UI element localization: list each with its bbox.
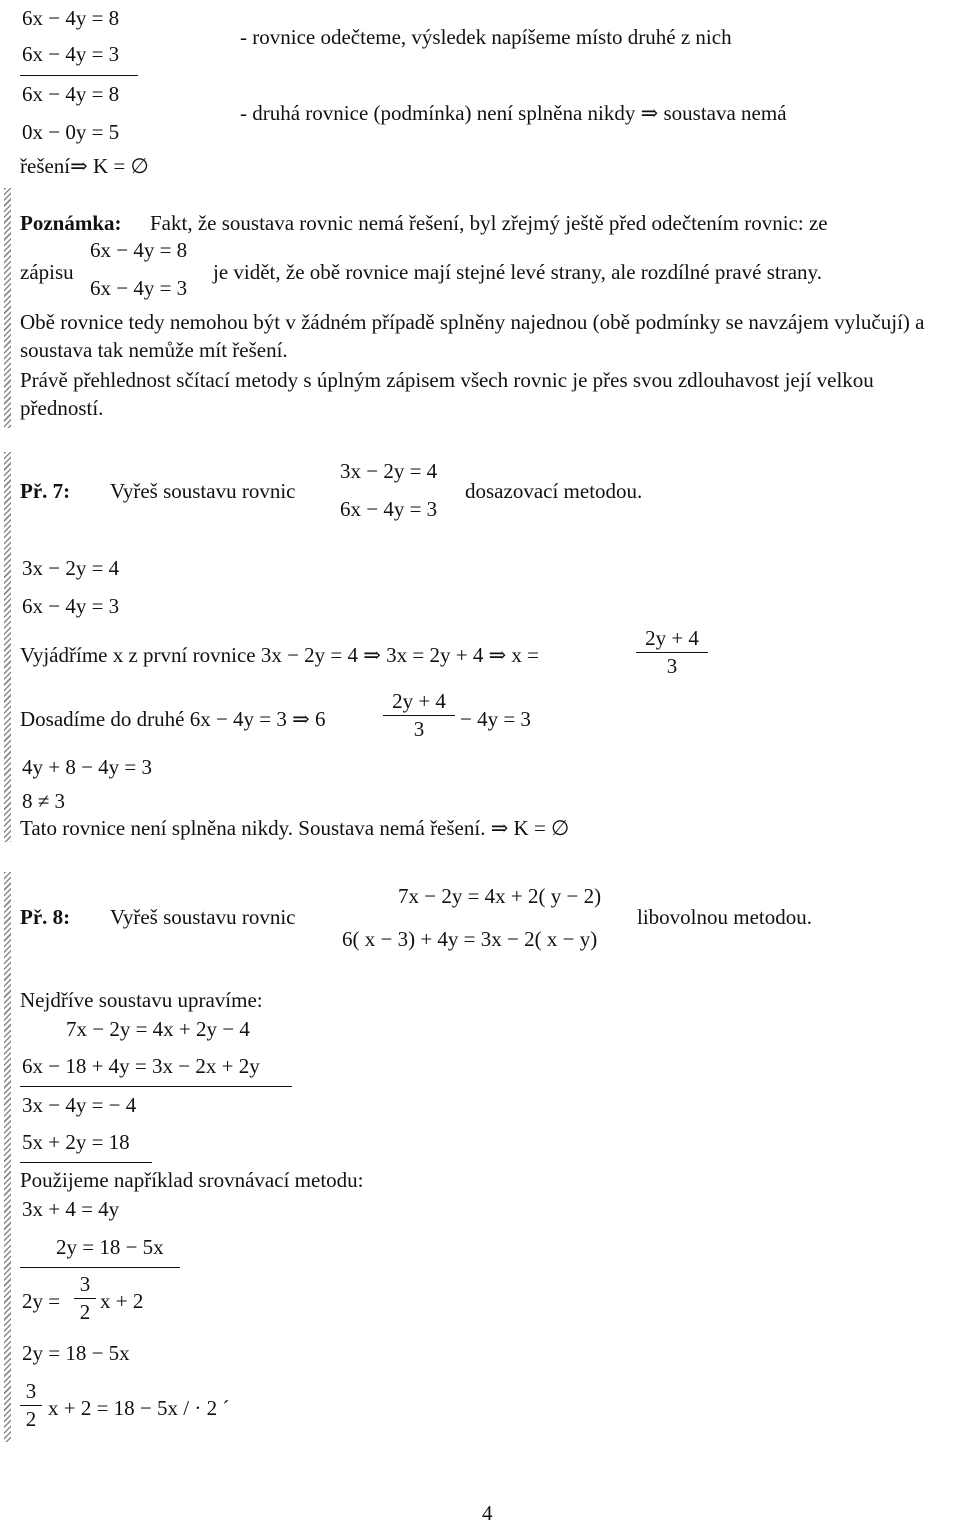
page-number: 4 [482,1501,493,1525]
ex8-e2: 6x − 18 + 4y = 3x − 2x + 2y [22,1054,260,1078]
ex7-conclusion: Tato rovnice není splněna nikdy. Soustava nemá řešení. ⇒ K = ∅ [20,816,570,840]
ex8-method: libovolnou metodou. [637,905,812,929]
ex8-s3-bar [74,1298,96,1299]
ex7-x-fraction [636,628,708,677]
ex8-s5-num: 3 [25,1379,37,1403]
margin-hatch-note [4,188,11,428]
ex8-rule3 [20,1267,180,1268]
note-sys-eq1: 6x − 4y = 8 [90,238,188,262]
ex7-subst-den: 3 [413,717,425,741]
ex7-sys-eq1: 3x − 2y = 4 [340,459,438,483]
top-eq4: 0x − 0y = 5 [22,120,120,144]
ex8-s4: 2y = 18 − 5x [22,1341,130,1365]
ex7-eq2: 6x − 4y = 3 [22,594,120,618]
ex7-subst-tail: − 4y = 3 [460,707,531,731]
ex7-subst-bar [383,715,455,716]
ex8-s5-fraction [20,1381,42,1430]
ex8-method2: Použijeme například srovnávací metodu: [20,1168,364,1192]
note-para2: Právě přehlednost sčítací metody s úplným zápisem všech rovnic je přes svou zdlouhavost její velkou předností. [20,368,874,420]
note-sys-eq2: 6x − 4y = 3 [90,276,188,300]
ex8-s3-den: 2 [79,1300,91,1324]
ex8-rule2 [20,1162,152,1163]
ex8-task: Vyřeš soustavu rovnic [110,905,296,929]
ex7-task: Vyřeš soustavu rovnic [110,479,296,503]
note-para1: Obě rovnice tedy nemohou být v žádném případě splněny najednou (obě podmínky se navzájem vylučují) a soustava tak nemůže mít řešení. [20,310,925,362]
top-rule [20,75,138,76]
ex8-s3-fraction [74,1274,96,1323]
ex8-e1: 7x − 2y = 4x + 2y − 4 [66,1017,250,1041]
ex7-subst: Dosadíme do druhé 6x − 4y = 3 ⇒ 6 [20,707,326,731]
margin-hatch-ex7 [4,452,11,842]
ex7-step2: 8 ≠ 3 [22,789,66,813]
ex8-s2: 2y = 18 − 5x [56,1235,164,1259]
ex7-label: Př. 7: [20,479,71,503]
top-comment2: - druhá rovnice (podmínka) není splněna nikdy ⇒ soustava nemá [240,101,787,125]
ex7-frac-den: 3 [666,654,678,678]
ex7-frac-num: 2y + 4 [645,626,699,650]
ex8-s5-den: 2 [25,1407,37,1431]
ex8-s1: 3x + 4 = 4y [22,1197,120,1221]
top-eq2: 6x − 4y = 3 [22,42,120,66]
note-zapisu: zápisu [20,260,74,284]
ex8-sys-eq2: 6( x − 3) + 4y = 3x − 2( x − y) [342,927,598,951]
ex8-e3: 3x − 4y = − 4 [22,1093,137,1117]
top-eq1: 6x − 4y = 8 [22,6,120,30]
note-line1: Fakt, že soustava rovnic nemá řešení, byl zřejmý ještě před odečtením rovnic: ze [150,211,828,235]
note-label: Poznámka: [20,211,122,235]
ex8-intro: Nejdříve soustavu upravíme: [20,988,263,1012]
ex7-express: Vyjádříme x z první rovnice 3x − 2y = 4 ⇒ 3x = 2y + 4 ⇒ x = [20,643,540,667]
ex7-subst-fraction [383,691,455,740]
ex8-s5-bar [20,1405,42,1406]
ex7-subst-num: 2y + 4 [392,689,446,713]
ex8-s3-left: 2y = [22,1289,61,1313]
ex7-eq1: 3x − 2y = 4 [22,556,120,580]
note-line2: je vidět, že obě rovnice mají stejné levé strany, ale rozdílné pravé strany. [213,260,822,284]
ex7-frac-bar [636,652,708,653]
ex8-e4: 5x + 2y = 18 [22,1130,130,1154]
top-eq3: 6x − 4y = 8 [22,82,120,106]
ex8-rule1 [20,1086,292,1087]
ex8-s5-right: x + 2 = 18 − 5x / · 2 ´ [48,1396,230,1420]
top-solution: řešení⇒ K = ∅ [20,154,149,178]
ex7-step1: 4y + 8 − 4y = 3 [22,755,153,779]
margin-hatch-ex8 [4,872,11,1442]
ex7-sys-eq2: 6x − 4y = 3 [340,497,438,521]
top-comment1: - rovnice odečteme, výsledek napíšeme místo druhé z nich [240,25,732,49]
ex7-method: dosazovací metodou. [465,479,643,503]
ex8-sys-eq1: 7x − 2y = 4x + 2( y − 2) [398,884,602,908]
ex8-label: Př. 8: [20,905,71,929]
ex8-s3-num: 3 [79,1272,91,1296]
ex8-s3-right: x + 2 [100,1289,144,1313]
